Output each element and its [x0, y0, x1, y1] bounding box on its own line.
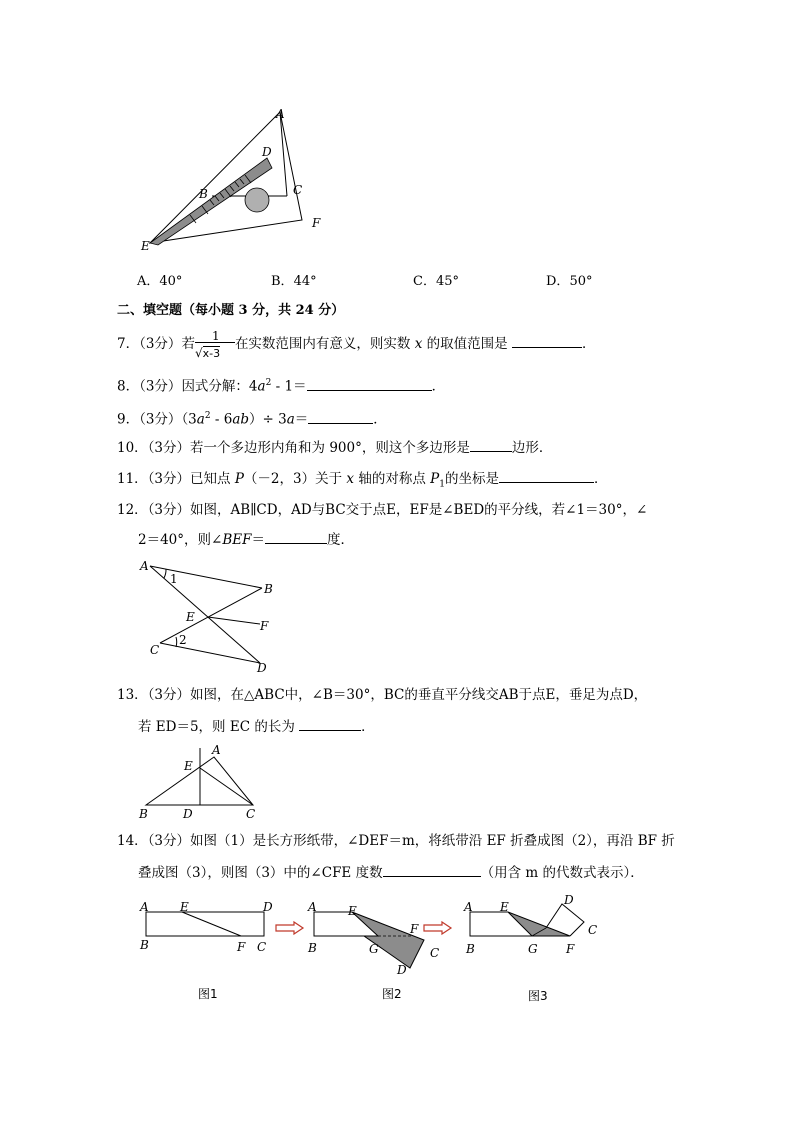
- question-7: 7．（3分）若 $\frac{1}{√x-3}$ 在实数范围内有意义，则实数 x 的取值范围是 ．: [117, 328, 596, 360]
- label-F: F: [312, 216, 321, 230]
- q13-label-A: A: [212, 743, 221, 757]
- question-8: 8．（3分）因式分解：$4a^2 - 1=$ ．: [117, 378, 446, 395]
- q12-angle-2: 2: [179, 633, 187, 647]
- q12-label-C: C: [150, 643, 160, 657]
- f2-label-F: F: [410, 922, 419, 936]
- f1-label-D: D: [263, 900, 273, 914]
- question-12-line2: 2＝40°，则∠BEF＝ 度．: [138, 532, 354, 548]
- option-d[interactable]: D．50°: [546, 274, 593, 289]
- q13-label-D: D: [183, 807, 193, 821]
- q13-label-E: E: [184, 759, 193, 773]
- f2-label-E: E: [348, 904, 357, 918]
- q13-label-C: C: [246, 807, 256, 821]
- question-13-line2: 若 ED＝5，则 EC 的长为 ．: [138, 719, 375, 735]
- f3-label-B: B: [466, 942, 475, 956]
- f1-label-A: A: [140, 900, 149, 914]
- label-B: B: [199, 187, 208, 201]
- answer-blank-10[interactable]: [470, 438, 512, 452]
- q12-angle-1: 1: [170, 572, 178, 586]
- answer-blank-13[interactable]: [299, 717, 361, 731]
- f3-label-E: E: [500, 900, 509, 914]
- question-10: 10．（3分）若一个多边形内角和为 900°，则这个多边形是 边形．: [117, 440, 553, 456]
- section-title: 二、填空题（每小题 3 分，共 24 分）: [117, 303, 345, 318]
- f2-label-D: D: [397, 963, 407, 977]
- f1-label-F: F: [237, 940, 246, 954]
- q12-label-A: A: [140, 559, 149, 573]
- answer-blank-11[interactable]: [499, 469, 594, 483]
- answer-blank-7[interactable]: [512, 334, 582, 348]
- arrow-icon-1: [276, 922, 306, 934]
- f2-label-G: G: [369, 942, 379, 956]
- f3-label-F: F: [566, 942, 575, 956]
- f3-label-C: C: [588, 923, 598, 937]
- f3-label-D: D: [564, 893, 574, 907]
- f2-label-A: A: [308, 900, 317, 914]
- f2-label-C: C: [430, 946, 440, 960]
- answer-blank-14[interactable]: [383, 863, 481, 877]
- f2-label-B: B: [308, 941, 317, 955]
- question-14-line2: 叠成图（3），则图（3）中的∠CFE 度数 （用含 m 的代数式表示）．: [138, 865, 644, 881]
- option-c[interactable]: C．45°: [413, 274, 459, 289]
- f1-label-C: C: [257, 940, 267, 954]
- protractor-circle: [245, 188, 269, 212]
- q14-figure-1: [136, 898, 276, 958]
- option-a[interactable]: A．40°: [137, 274, 183, 289]
- question-14-line1: 14．（3分）如图（1）是长方形纸带，∠DEF＝m，将纸带沿 EF 折叠成图（2），再沿 BF 折: [117, 833, 675, 849]
- q14-figure-3: [460, 890, 610, 970]
- q12-label-B: B: [264, 582, 273, 596]
- f1-label-B: B: [140, 938, 149, 952]
- q12-label-F: F: [260, 619, 269, 633]
- q12-label-E: E: [186, 610, 195, 624]
- label-E: E: [141, 239, 150, 253]
- label-C: C: [293, 183, 303, 197]
- f3-label-A: A: [464, 900, 473, 914]
- option-b[interactable]: B．44°: [271, 274, 317, 289]
- q12-label-D: D: [257, 661, 267, 675]
- caption-fig1: 图1: [198, 987, 218, 1001]
- caption-fig3: 图3: [528, 989, 548, 1003]
- q14-figure-2: [306, 898, 446, 978]
- answer-blank-12[interactable]: [265, 530, 327, 544]
- f3-label-G: G: [528, 942, 538, 956]
- answer-blank-9[interactable]: [308, 410, 373, 424]
- q12-figure: [140, 558, 280, 678]
- q13-label-B: B: [139, 807, 148, 821]
- question-13-line1: 13．（3分）如图，在△ABC中，∠B＝30°，BC的垂直平分线交AB于点E，垂足为点D，: [117, 687, 648, 703]
- question-12-line1: 12．（3分）如图，AB∥CD，AD与BC交于点E，EF是∠BED的平分线，若∠1＝30°，∠: [117, 502, 648, 518]
- question-9: 9．（3分）$(3a^2 - 6ab)\div 3a=$ ．: [117, 411, 387, 428]
- answer-blank-8[interactable]: [307, 377, 432, 391]
- question-11: 11．（3分）已知点 P（－2，3）关于 x 轴的对称点 $P_1$的坐标是 ．: [117, 471, 608, 490]
- caption-fig2: 图2: [382, 987, 402, 1001]
- label-A: A: [276, 107, 285, 121]
- q6-figure: [130, 100, 330, 260]
- label-D: D: [262, 145, 272, 159]
- q13-figure: [136, 742, 266, 822]
- f1-label-E: E: [180, 900, 189, 914]
